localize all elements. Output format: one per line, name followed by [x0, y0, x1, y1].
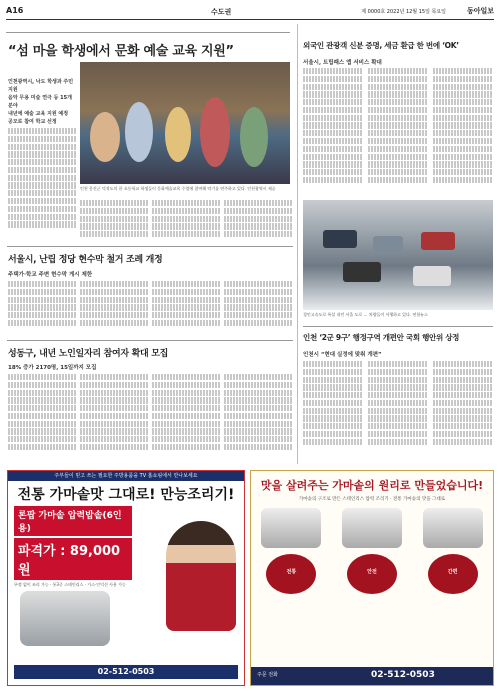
ad1-promo: 론팝 가마솥 압력밥솥(6인용) [14, 506, 132, 536]
lead-photo-caption: 인천 옹진군 덕적도의 한 초등학교 학생들이 문화예술교육 수업에 참여해 악기를 연주하고 있다. 인천광역시 제공 [80, 186, 276, 191]
ad2-badge-1: 전통 [266, 554, 316, 594]
story2-subhead: 서울시, 트립패스 앱 서비스 확대 [303, 60, 382, 66]
story2-body-col1 [303, 68, 363, 192]
story3-body-col4 [224, 281, 292, 333]
newspaper-brand: 동아일보 [466, 7, 494, 15]
page-number: A16 [6, 6, 24, 15]
ad2-badges [251, 554, 493, 594]
ad1-price: 파격가 : 89,000원 [14, 538, 132, 580]
lead-subhead-3: 내년에 예술 교육 지원 예정 [8, 111, 69, 117]
ad1-note: 뚜껑 없이 조리 가능 · 통3중 스테인리스 · 가스·인덕션 사용 가능 [14, 582, 126, 587]
lead-subhead-4: 공모로 참여 학교 선정 [8, 119, 57, 125]
lead-headline: “섬 마을 학생에서 문화 예술 교육 지원” [8, 40, 293, 59]
ad1-title: 전통 가마솥맛 그대로! 만능조리기! [17, 487, 235, 503]
ad2-pot-3 [423, 508, 483, 548]
lead-subheads [8, 78, 76, 126]
story5-body-col3 [152, 374, 220, 458]
section-name: 수도권 [211, 8, 232, 16]
story3-headline: 서울시, 난립 정당 현수막 철거 조례 개정 [8, 255, 163, 265]
story5-body-col2 [80, 374, 148, 458]
ad1-phone: 02-512-0503 [14, 665, 238, 679]
story4-body-col2 [368, 361, 428, 458]
lead-photo [80, 62, 290, 184]
lead-body-col2 [80, 200, 148, 240]
ad2-pot-1 [261, 508, 321, 548]
ad1-pot-photo [20, 591, 110, 646]
story4-body-col3 [433, 361, 493, 458]
ad2-pot-row [251, 508, 493, 548]
ad2-badge-2: 안전 [347, 554, 397, 594]
lead-subhead-1: 인천광역시, 낙도 학생과 주민 지원 [8, 79, 74, 93]
divider-story4 [303, 326, 493, 327]
story3-subhead: 주택가·학교 주변 현수막 게시 제한 [8, 272, 93, 278]
story5-body-col1 [8, 374, 76, 458]
story4-subhead: 인천시 “현대 실정에 맞춰 개편” [303, 352, 382, 358]
page-header [6, 4, 494, 20]
story3-body-col2 [80, 281, 148, 333]
story4-headline: 인천 ‘2군 9구’ 행정구역 개편안 국회 행안위 상정 [303, 333, 460, 342]
ad2-title: 맛을 살려주는 가마솥의 원리로 만들었습니다! [260, 479, 484, 492]
story3-body-col3 [152, 281, 220, 333]
ad2-footer-label: 주문 전화 [257, 672, 278, 678]
lead-body-col4 [224, 200, 292, 240]
story5-subhead: 18% 증가 2170명, 15일까지 모집 [8, 365, 97, 371]
snow-photo [303, 200, 493, 310]
ad2-footer [251, 667, 493, 685]
story4-body-col1 [303, 361, 363, 458]
story2-headline: 외국인 관광객 신분 증명, 세금 환급 한 번에 ‘OK’ [303, 41, 459, 50]
ad2-phone: 02-512-0503 [371, 670, 435, 680]
story5-headline: 성동구, 내년 노인일자리 참여자 확대 모집 [8, 349, 168, 359]
ad1-topline: 주부들이 믿고 쓰는 필요한 주방용품을 TV 홈쇼핑에서 만나보세요 [8, 471, 244, 481]
story2-body-col3 [433, 68, 493, 192]
ad2-sub: 가마솥의 구조로 만든 스테인리스 압력 조리기 · 전통 가마솥의 맛을 그대로 [298, 497, 446, 502]
ad2-pot-2 [342, 508, 402, 548]
divider-story5 [7, 340, 293, 341]
lead-body-col1 [8, 128, 76, 238]
ad-cooker-right [250, 470, 494, 686]
story5-body-col4 [224, 374, 292, 458]
ad1-model-photo [166, 521, 236, 631]
lead-body-col3 [152, 200, 220, 240]
column-divider [297, 24, 298, 464]
issue-meta: 제 0000호 2022년 12월 15일 목요일 [361, 9, 446, 15]
ad-cooker-left [7, 470, 245, 686]
lead-subhead-2: 음악 무용 미술 연극 등 15개 분야 [8, 95, 72, 109]
snow-photo-caption: 경인고속도로 폭설 내린 서울 도로 … 차량들이 서행하고 있다. 연합뉴스 [303, 312, 428, 317]
story3-body-col1 [8, 281, 76, 333]
ad2-badge-3: 간편 [428, 554, 478, 594]
story2-body-col2 [368, 68, 428, 192]
divider-story3 [7, 246, 293, 247]
